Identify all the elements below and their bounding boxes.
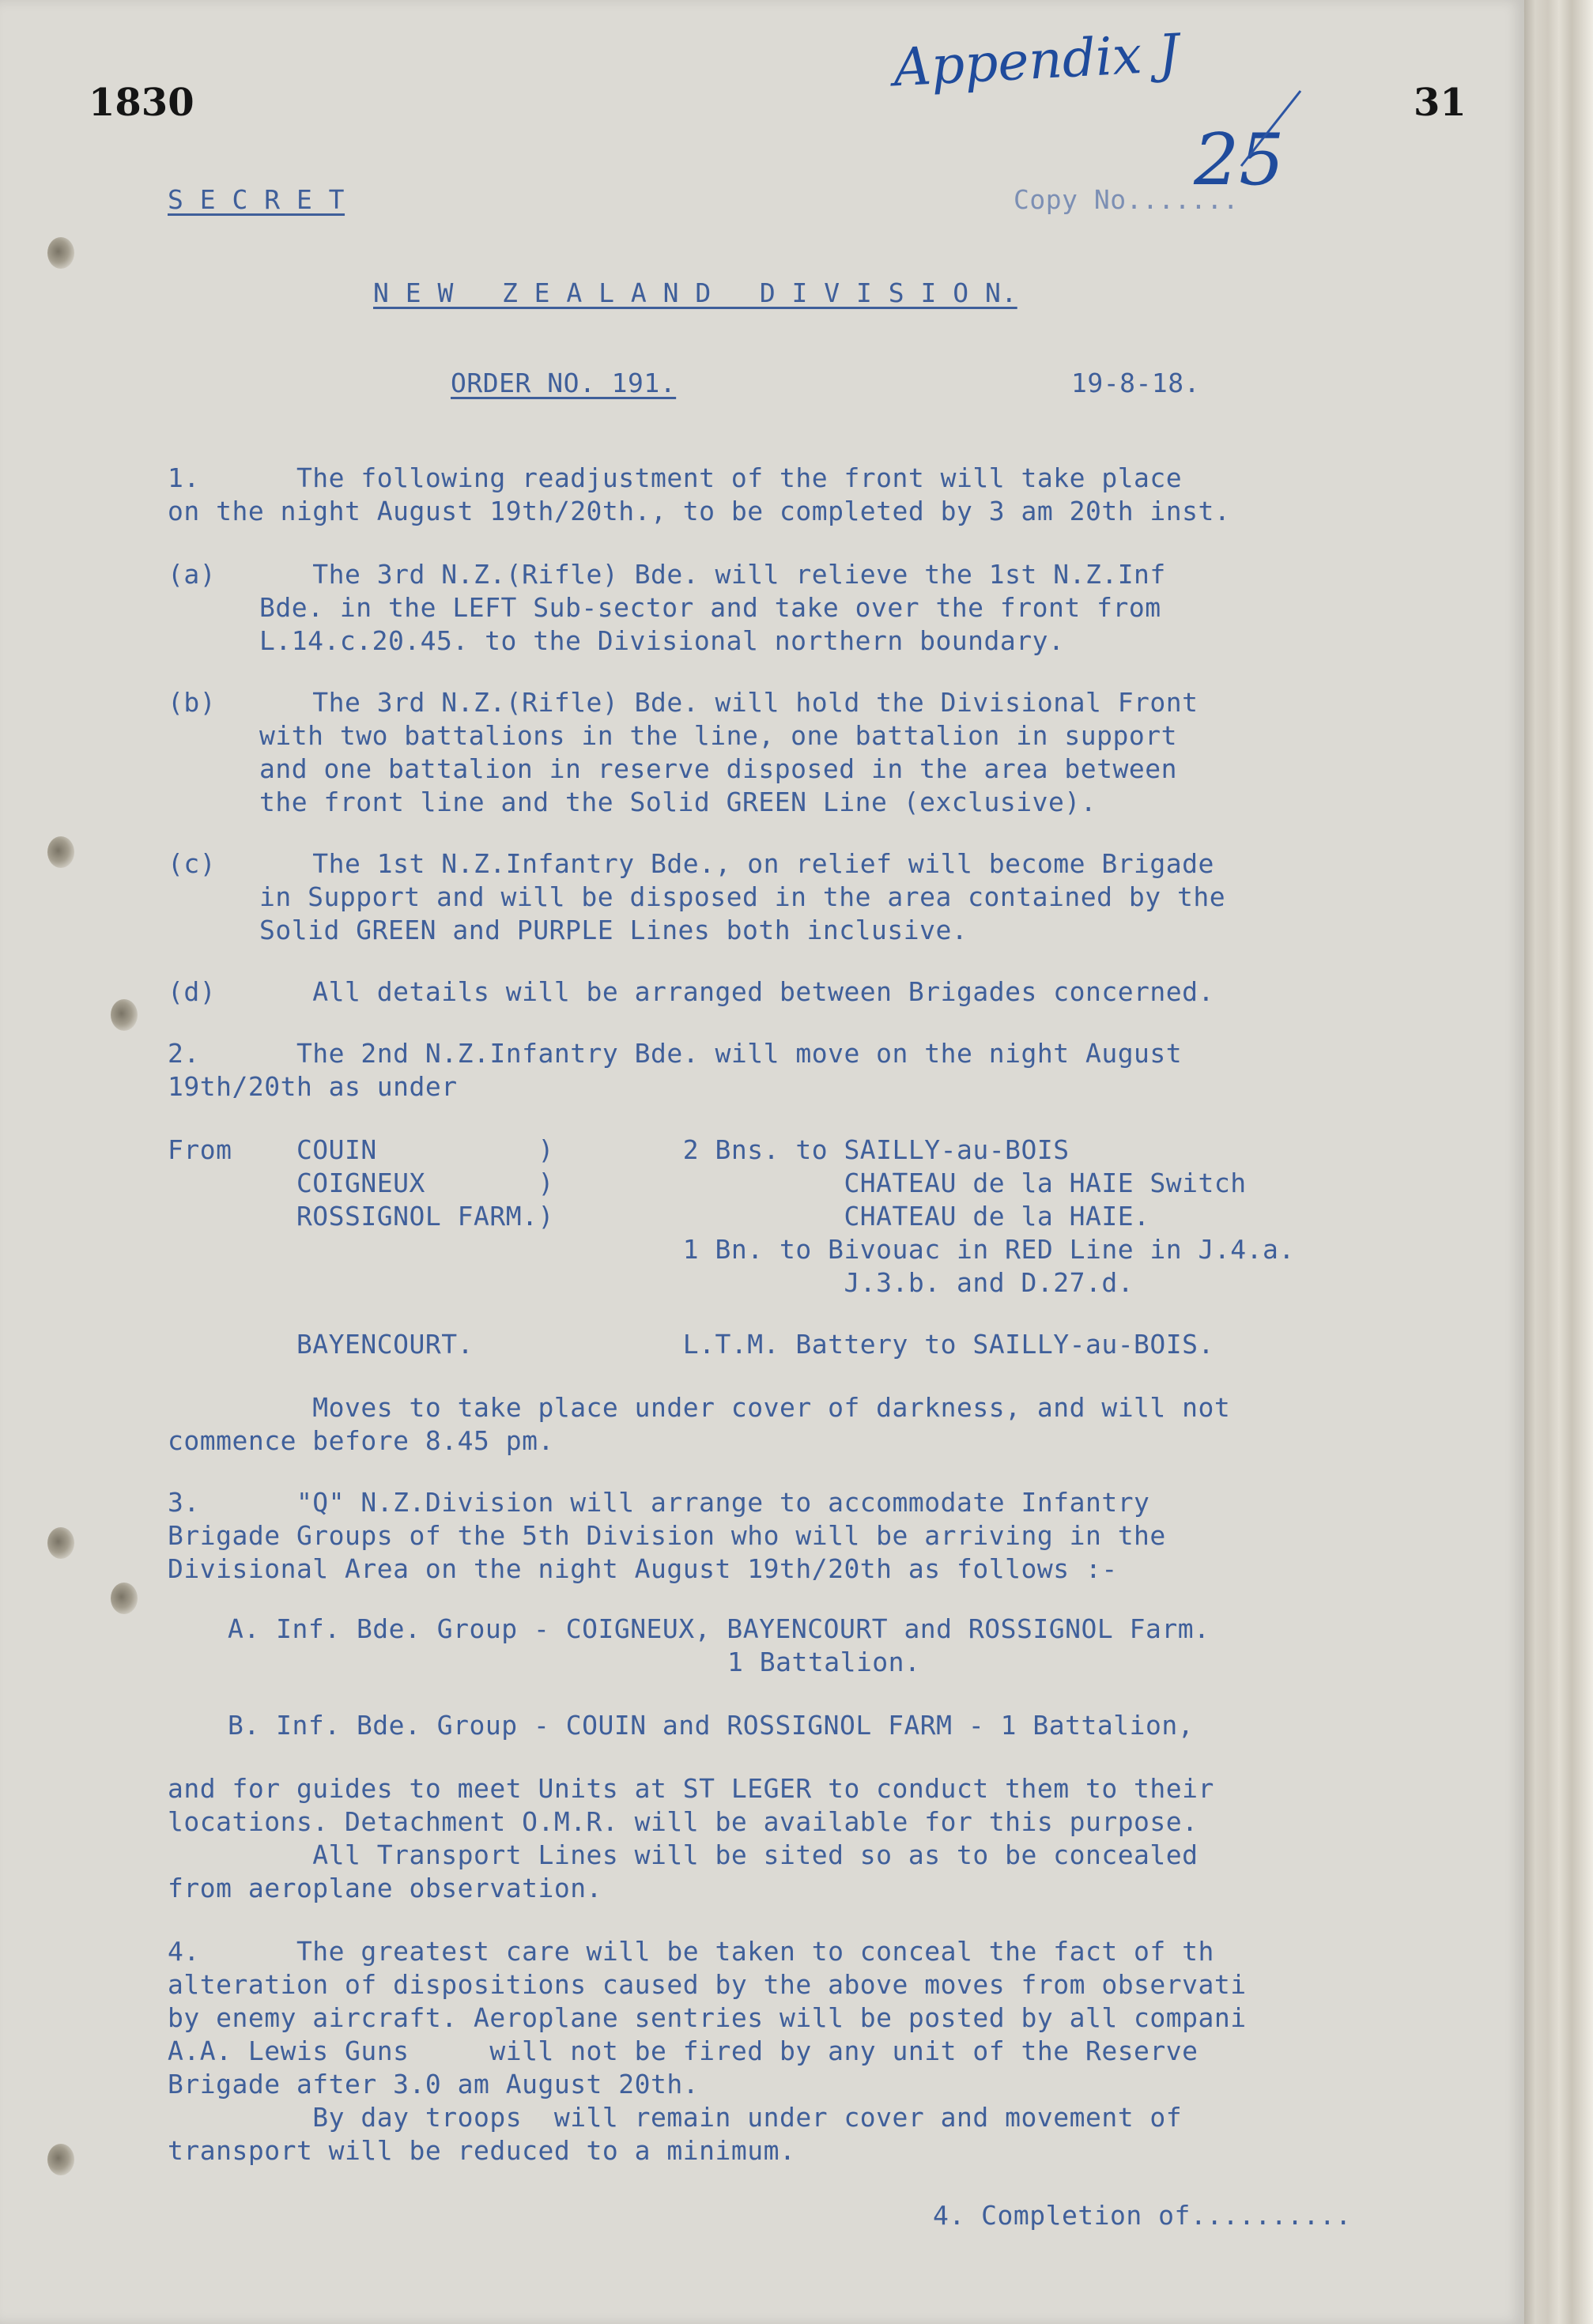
order-line: 1. The following readjustment of the front will take place [168,462,1183,493]
punch-hole [111,1583,138,1614]
order-line: ROSSIGNOL FARM.) CHATEAU de la HAIE. [168,1201,1150,1232]
order-line: COIGNEUX ) CHATEAU de la HAIE Switch [168,1168,1247,1198]
order-line: (d) All details will be arranged between Brigades concerned. [168,976,1214,1007]
order-line: (c) The 1st N.Z.Infantry Bde., on relief will become Brigade [168,848,1214,879]
handwritten-stroke-icon [1233,87,1304,174]
order-line: 1 Bn. to Bivouac in RED Line in J.4.a. [168,1234,1295,1265]
order-line: From COUIN ) 2 Bns. to SAILLY-au-BOIS [168,1134,1070,1165]
order-line: 19th/20th as under [168,1071,458,1102]
order-line: 3. "Q" N.Z.Division will arrange to accommodate Infantry [168,1487,1150,1518]
order-line: A. Inf. Bde. Group - COIGNEUX, BAYENCOURT and ROSSIGNOL Farm. [228,1613,1210,1644]
order-line: on the night August 19th/20th., to be completed by 3 am 20th inst. [168,496,1231,526]
punch-hole [111,999,138,1031]
order-line: L.14.c.20.45. to the Divisional northern boundary. [259,625,1065,656]
classification-label: S E C R E T [168,184,345,215]
folio-number: 1830 [89,81,194,125]
order-line: 1 Battalion. [727,1647,921,1677]
order-line: 2. The 2nd N.Z.Infantry Bde. will move on the night August [168,1038,1183,1069]
order-line: locations. Detachment O.M.R. will be available for this purpose. [168,1806,1199,1837]
order-date: 19-8-18. [1071,368,1200,398]
order-line: All Transport Lines will be sited so as to be concealed [168,1839,1199,1870]
continuation-note: 4. Completion of.......... [933,2200,1352,2231]
order-line: (b) The 3rd N.Z.(Rifle) Bde. will hold the Divisional Front [168,687,1199,718]
punch-hole [47,836,74,868]
order-line: with two battalions in the line, one battalion in support [259,720,1177,751]
order-line: (a) The 3rd N.Z.(Rifle) Bde. will relieve the 1st N.Z.Inf [168,559,1166,590]
copy-number-handwritten: 25 [1194,119,1285,202]
order-line: and one battalion in reserve disposed in the area between [259,753,1177,784]
stacked-page-edges [1524,0,1593,2324]
order-line: transport will be reduced to a minimum. [168,2135,796,2166]
order-line: 4. The greatest care will be taken to conceal the fact of th [168,1936,1214,1967]
order-line: commence before 8.45 pm. [168,1425,554,1456]
organisation-heading: N E W Z E A L A N D D I V I S I O N. [373,277,1017,308]
order-line: by enemy aircraft. Aeroplane sentries will be posted by all compani [168,2002,1247,2033]
order-line: alteration of dispositions caused by the above moves from observati [168,1969,1247,2000]
copy-label: Copy No....... [1014,184,1240,215]
order-line: By day troops will remain under cover and movement of [168,2102,1183,2133]
order-number: ORDER NO. 191. [451,368,677,398]
order-line: and for guides to meet Units at ST LEGER to conduct them to their [168,1773,1214,1804]
punch-hole [47,2144,74,2175]
order-line: BAYENCOURT. L.T.M. Battery to SAILLY-au-BOIS. [168,1329,1214,1360]
punch-hole [47,237,74,269]
order-line: Brigade Groups of the 5th Division who will be arriving in the [168,1520,1166,1551]
order-line: Moves to take place under cover of darkness, and will not [168,1392,1231,1423]
appendix-annotation: Appendix J [892,22,1181,99]
page-number: 31 [1414,81,1467,125]
order-line: the front line and the Solid GREEN Line (exclusive). [259,787,1097,817]
order-line: A.A. Lewis Guns will not be fired by any unit of the Reserve [168,2035,1199,2066]
order-line: Bde. in the LEFT Sub-sector and take over the front from [259,592,1161,623]
order-line: in Support and will be disposed in the area contained by the [259,881,1226,912]
order-line: B. Inf. Bde. Group - COUIN and ROSSIGNOL FARM - 1 Battalion, [228,1710,1195,1741]
punch-hole [47,1527,74,1559]
order-line: Solid GREEN and PURPLE Lines both inclusive. [259,915,968,945]
order-line: J.3.b. and D.27.d. [168,1267,1134,1298]
order-line: Divisional Area on the night August 19th/20th as follows :- [168,1553,1118,1584]
order-line: Brigade after 3.0 am August 20th. [168,2069,700,2100]
order-line: from aeroplane observation. [168,1873,602,1903]
